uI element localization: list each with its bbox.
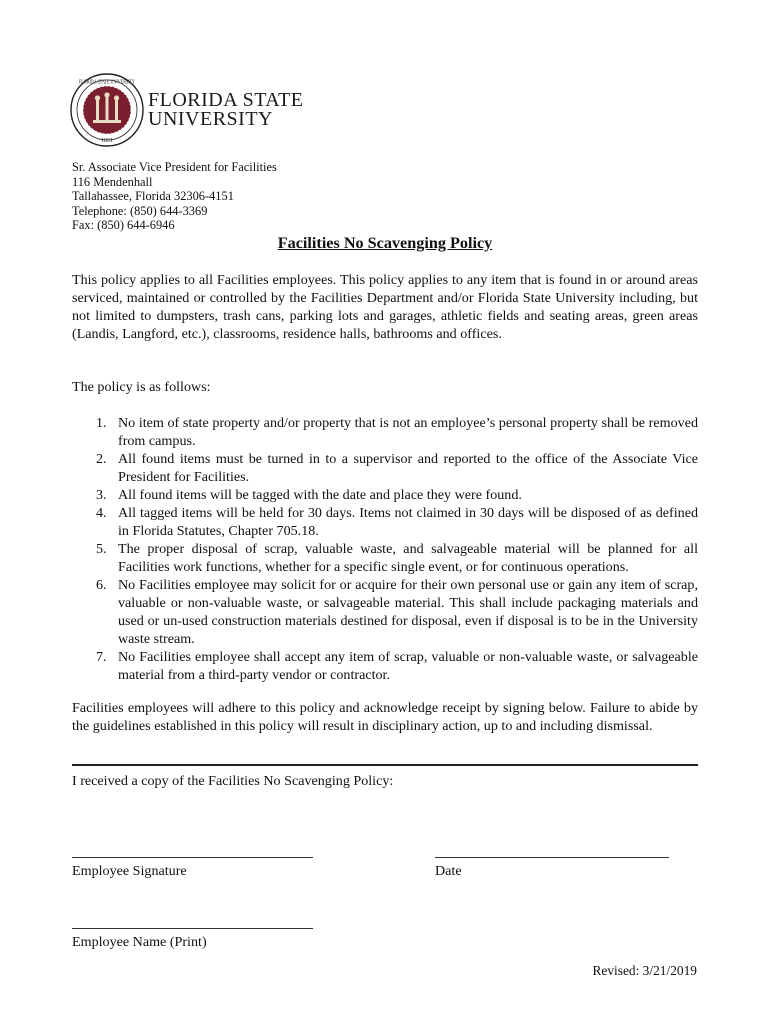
- policy-item: [72, 450, 698, 486]
- employee-name-label: Employee Name (Print): [72, 934, 207, 950]
- policy-item: [72, 540, 698, 576]
- section-divider: [72, 764, 698, 766]
- policy-item-text: All found items must be turned in to a supervisor and reported to the office of the Associate Vice President for Facilities.: [118, 451, 698, 485]
- closing-paragraph: Facilities employees will adhere to this policy and acknowledge receipt by signing below. Failure to abide by the guidelines established in this policy will result in disciplinary action, up to and including dismissal.: [72, 700, 698, 734]
- date-line[interactable]: [435, 857, 669, 858]
- policy-item-number: 1.: [96, 415, 107, 431]
- policy-item-text: All tagged items will be held for 30 days. Items not claimed in 30 days will be disposed of as defined in Florida Statutes, Chapter 705.18.: [118, 505, 698, 539]
- policy-item-number: 7.: [96, 649, 107, 665]
- policy-item: [72, 576, 698, 648]
- address-line-city: Tallahassee, Florida 32306-4151: [72, 189, 234, 203]
- policy-item: [72, 414, 698, 450]
- policy-item-text: All found items will be tagged with the date and place they were found.: [118, 487, 522, 503]
- seal-text-top: FLORIDA STATE UNIVERSITY: [79, 79, 136, 86]
- wordmark-line-1: FLORIDA STATE: [148, 89, 304, 111]
- employee-name-line[interactable]: [72, 928, 313, 929]
- address-line-building: 116 Mendenhall: [72, 174, 153, 189]
- policy-item-text: No item of state property and/or property that is not an employee’s personal property shall be removed from campus.: [118, 415, 698, 449]
- policy-item: [72, 486, 698, 504]
- fsu-seal-logo: [70, 73, 144, 147]
- policy-list: [72, 414, 698, 684]
- policy-item-text: No Facilities employee shall accept any item of scrap, valuable or non-valuable waste, or salvageable material from a third-party vendor or contractor.: [118, 649, 698, 683]
- address-fax: Fax: (850) 644-6946: [72, 218, 175, 232]
- address-line-office: Sr. Associate Vice President for Facilities: [72, 160, 277, 174]
- seal-year: 1851: [101, 138, 113, 144]
- employee-signature-label: Employee Signature: [72, 863, 187, 879]
- document-title: Facilities No Scavenging Policy: [277, 234, 493, 252]
- office-address: [72, 160, 277, 233]
- policy-item-number: 4.: [96, 505, 107, 521]
- policy-item-text: The proper disposal of scrap, valuable waste, and salvageable material will be planned for all Facilities work functions, whether for a specific single event, or for continuous operations.: [118, 541, 698, 575]
- policy-item-number: 5.: [96, 541, 107, 557]
- policy-lead: The policy is as follows:: [72, 379, 211, 395]
- date-label: Date: [435, 863, 462, 879]
- address-telephone: Telephone: (850) 644-3369: [72, 203, 208, 218]
- intro-paragraph: This policy applies to all Facilities employees. This policy applies to any item that is found in or around areas serviced, maintained or controlled by the Facilities Department and/or Florida State University including, but not limited to dumpsters, trash cans, parking lots and garages, athletic fields and seating areas, green areas (Landis, Langford, etc.), classrooms, residence halls, bathrooms and offices.: [72, 272, 698, 342]
- policy-item-number: 2.: [96, 451, 107, 467]
- receipt-statement: I received a copy of the Facilities No Scavenging Policy:: [72, 773, 394, 789]
- policy-item-text: No Facilities employee may solicit for or acquire for their own personal use or gain any item of scrap, valuable or non-valuable waste, or salvageable material. This shall include packaging materials and used or un-used construction materials destined for disposal, even if disposal is to be in the University waste stream.: [118, 577, 698, 647]
- wordmark-line-2: UNIVERSITY: [148, 108, 273, 130]
- employee-signature-line[interactable]: [72, 857, 313, 858]
- university-wordmark: [148, 91, 303, 129]
- revision-date: Revised: 3/21/2019: [592, 963, 697, 978]
- policy-item-number: 3.: [96, 487, 107, 503]
- policy-item-number: 6.: [96, 577, 107, 593]
- policy-item: [72, 648, 698, 684]
- policy-item: [72, 504, 698, 540]
